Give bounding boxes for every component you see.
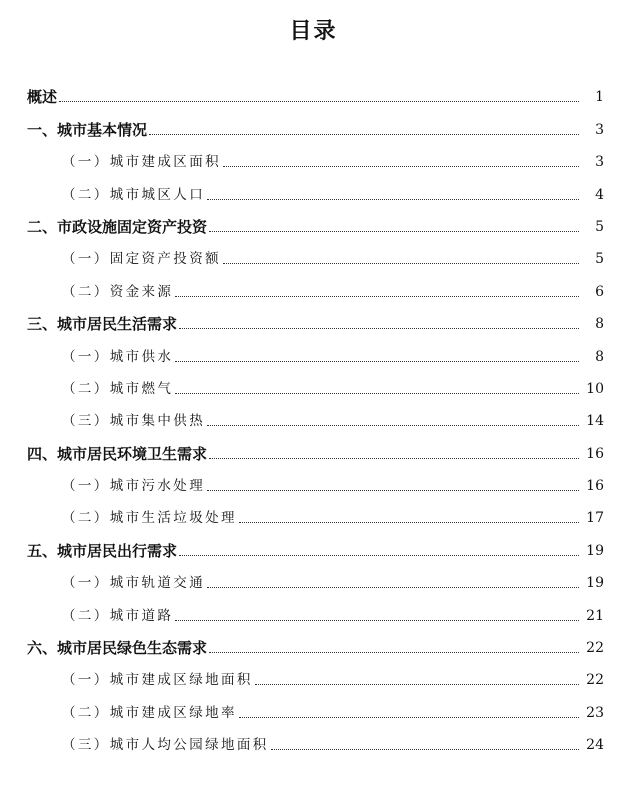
dot-leader <box>175 361 579 362</box>
toc-entry-label: 三、城市居民生活需求 <box>27 315 178 334</box>
toc-entry-label: 二、市政设施固定资产投资 <box>27 217 208 236</box>
toc-entry-label: （一）城市供水 <box>62 348 174 365</box>
toc-page-number: 3 <box>595 121 604 138</box>
dot-leader <box>209 231 579 232</box>
toc-entry-label: （一）固定资产投资额 <box>62 251 221 268</box>
toc-section-row <box>0 208 627 240</box>
dot-leader <box>179 555 579 556</box>
dot-leader <box>223 263 579 264</box>
toc-page-number: 8 <box>595 316 604 333</box>
toc-list <box>0 78 627 758</box>
toc-entry-label: （二）城市建成区绿地率 <box>62 704 237 721</box>
dot-leader <box>179 328 579 329</box>
toc-page-number: 5 <box>595 218 604 235</box>
dot-leader <box>175 620 579 621</box>
toc-subsection-row <box>0 370 627 402</box>
toc-subsection-row <box>0 693 627 725</box>
dot-leader <box>149 134 579 135</box>
toc-entry-label: 概述 <box>27 88 58 107</box>
toc-entry-label: （一）城市建成区绿地面积 <box>62 672 253 689</box>
toc-page-number: 21 <box>586 607 604 624</box>
toc-entry-label: （二）城市燃气 <box>62 380 174 397</box>
toc-entry-label: （三）城市人均公园绿地面积 <box>62 737 269 754</box>
toc-subsection-row <box>0 499 627 531</box>
dot-leader <box>255 684 579 685</box>
toc-subsection-row <box>0 402 627 434</box>
toc-page-number: 19 <box>586 575 604 592</box>
toc-page-number: 10 <box>586 380 604 397</box>
toc-section-row <box>0 629 627 661</box>
toc-page-number: 16 <box>586 445 604 462</box>
toc-subsection-row <box>0 337 627 369</box>
toc-entry-label: （一）城市建成区面积 <box>62 154 221 171</box>
toc-entry-label: （二）资金来源 <box>62 283 174 300</box>
toc-page-number: 23 <box>586 704 604 721</box>
dot-leader <box>239 717 579 718</box>
toc-page-number: 1 <box>595 89 604 106</box>
toc-subsection-row <box>0 467 627 499</box>
toc-subsection-row <box>0 175 627 207</box>
toc-section-row <box>0 78 627 110</box>
dot-leader <box>207 490 579 491</box>
toc-page-number: 22 <box>586 640 604 657</box>
toc-subsection-row <box>0 596 627 628</box>
toc-page-number: 14 <box>586 413 604 430</box>
toc-section-row <box>0 531 627 563</box>
toc-page-number: 22 <box>586 672 604 689</box>
toc-entry-label: （三）城市集中供热 <box>62 413 206 430</box>
toc-entry-label: （二）城市城区人口 <box>62 186 206 203</box>
toc-section-row <box>0 305 627 337</box>
toc-subsection-row <box>0 240 627 272</box>
toc-entry-label: 六、城市居民绿色生态需求 <box>27 639 208 658</box>
toc-subsection-row <box>0 143 627 175</box>
toc-section-row <box>0 434 627 466</box>
dot-leader <box>223 166 579 167</box>
toc-page-number: 8 <box>595 348 604 365</box>
toc-entry-label: （一）城市轨道交通 <box>62 575 206 592</box>
dot-leader <box>207 199 579 200</box>
toc-page-number: 3 <box>595 154 604 171</box>
dot-leader <box>209 652 579 653</box>
toc-page-number: 24 <box>586 737 604 754</box>
dot-leader <box>271 749 579 750</box>
toc-entry-label: 一、城市基本情况 <box>27 120 148 139</box>
dot-leader <box>239 522 579 523</box>
toc-page-number: 19 <box>586 542 604 559</box>
toc-subsection-row <box>0 564 627 596</box>
dot-leader <box>207 425 579 426</box>
toc-page-number: 5 <box>595 251 604 268</box>
dot-leader <box>59 101 579 102</box>
toc-subsection-row <box>0 726 627 758</box>
toc-subsection-row <box>0 272 627 304</box>
dot-leader <box>207 587 579 588</box>
toc-page-number: 17 <box>586 510 604 527</box>
toc-section-row <box>0 110 627 142</box>
toc-page-number: 16 <box>586 478 604 495</box>
toc-entry-label: 四、城市居民环境卫生需求 <box>27 444 208 463</box>
toc-page-number: 6 <box>595 283 604 300</box>
toc-subsection-row <box>0 661 627 693</box>
toc-page-number: 4 <box>595 186 604 203</box>
toc-entry-label: 五、城市居民出行需求 <box>27 541 178 560</box>
dot-leader <box>209 458 579 459</box>
toc-title: 目录 <box>289 19 338 44</box>
dot-leader <box>175 296 579 297</box>
dot-leader <box>175 393 579 394</box>
toc-entry-label: （一）城市污水处理 <box>62 478 206 495</box>
toc-entry-label: （二）城市道路 <box>62 607 174 624</box>
toc-entry-label: （二）城市生活垃圾处理 <box>62 510 237 527</box>
